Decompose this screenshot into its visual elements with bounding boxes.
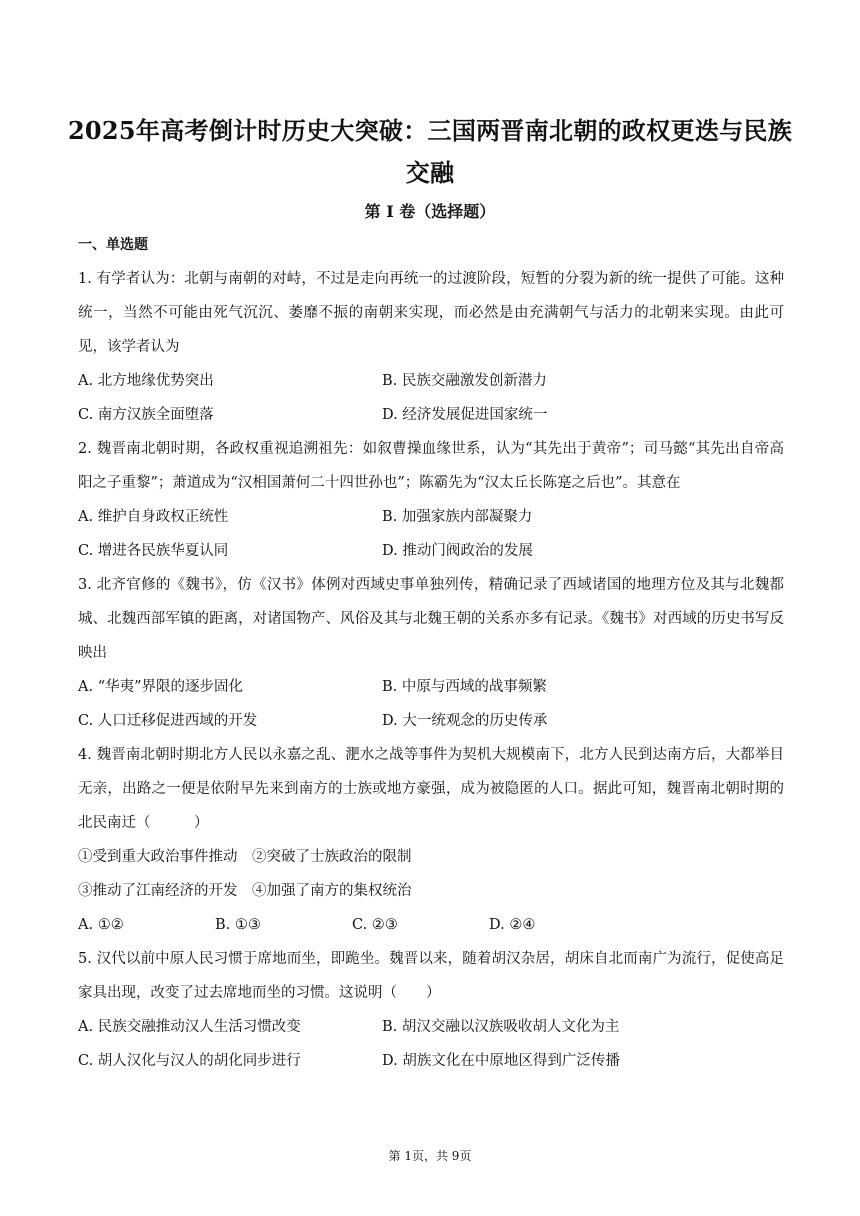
option-b: B. 胡汉交融以汉族吸收胡人文化为主 <box>382 1019 620 1035</box>
option-d: D. 大一统观念的历史传承 <box>382 713 548 729</box>
option-b: B. 民族交融激发创新潜力 <box>382 373 547 389</box>
option-d: D. 推动门阀政治的发展 <box>382 543 533 559</box>
options <box>78 670 784 738</box>
options <box>78 1010 784 1078</box>
options <box>78 364 784 432</box>
option-a: A. 民族交融推动汉人生活习惯改变 <box>78 1019 301 1035</box>
question-stem: 1. 有学者认为：北朝与南朝的对峙，不过是走向再统一的过渡阶段，短暂的分裂为新的统一提供了可能。这种统一，当然不可能由死气沉沉、萎靡不振的南朝来实现，而必然是由充满朝气与活力的北朝来实现。由此可见，该学者认为 <box>78 271 784 355</box>
question-stem: 2. 魏晋南北朝时期，各政权重视追溯祖先：如叙曹操血缘世系，认为“其先出于黄帝”；司马懿“其先出自帝高阳之子重黎”；萧道成为“汉相国萧何二十四世孙也”；陈霸先为“汉太丘长陈寔之后也”。其意在 <box>78 441 784 491</box>
option-c: C. 增进各民族华夏认同 <box>78 543 229 559</box>
question-1 <box>78 262 784 432</box>
document-title: 2025年高考倒计时历史大突破：三国两晋南北朝的政权更迭与民族交融 <box>67 116 793 187</box>
option-b: B. 加强家族内部凝聚力 <box>382 509 533 525</box>
question-stem: 5. 汉代以前中原人民习惯于席地而坐，即跪坐。魏晋以来，随着胡汉杂居，胡床自北而南广为流行，促使高足家具出现，改变了过去席地而坐的习惯。这说明（ ） <box>78 951 784 1001</box>
option-a: A. “华夷”界限的逐步固化 <box>78 679 244 695</box>
section-heading: 一、单选题 <box>78 237 148 253</box>
option-d: D. ②④ <box>489 917 536 933</box>
statement-line: ③推动了江南经济的开发 ④加强了南方的集权统治 <box>78 883 412 899</box>
volume-heading: 第 I 卷（选择题） <box>364 202 496 221</box>
question-stem: 3. 北齐官修的《魏书》，仿《汉书》体例对西域史事单独列传，精确记录了西域诸国的地理方位及其与北魏都城、北魏西部军镇的距离，对诸国物产、风俗及其与北魏王朝的关系亦多有记录。《魏书》对西域的历史书写反映出 <box>78 577 784 661</box>
question-3 <box>78 568 784 738</box>
option-c: C. 胡人汉化与汉人的胡化同步进行 <box>78 1053 301 1069</box>
statement-line: ①受到重大政治事件推动 ②突破了士族政治的限制 <box>78 849 412 865</box>
option-c: C. ②③ <box>352 917 398 933</box>
question-list <box>78 262 784 1078</box>
option-a: A. 北方地缘优势突出 <box>78 373 214 389</box>
question-stem: 4. 魏晋南北朝时期北方人民以永嘉之乱、淝水之战等事件为契机大规模南下，北方人民到达南方后，大都举目无亲，出路之一便是依附早先来到南方的士族或地方豪强，成为被隐匿的人口。据此可知，魏晋南北朝时期的北民南迁（ ） <box>78 747 784 831</box>
option-c: C. 南方汉族全面堕落 <box>78 407 214 423</box>
question-5 <box>78 942 784 1078</box>
question-2 <box>78 432 784 568</box>
options <box>78 500 784 568</box>
option-a: A. 维护自身政权正统性 <box>78 509 229 525</box>
options <box>78 908 784 942</box>
option-d: D. 经济发展促进国家统一 <box>382 407 548 423</box>
option-b: B. ①③ <box>215 917 261 933</box>
option-a: A. ①② <box>78 917 124 933</box>
option-c: C. 人口迁移促进西域的开发 <box>78 713 258 729</box>
option-b: B. 中原与西域的战事频繁 <box>382 679 547 695</box>
option-d: D. 胡族文化在中原地区得到广泛传播 <box>382 1053 620 1069</box>
page-footer: 第 1页，共 9页 <box>388 1149 472 1163</box>
question-4 <box>78 738 784 942</box>
